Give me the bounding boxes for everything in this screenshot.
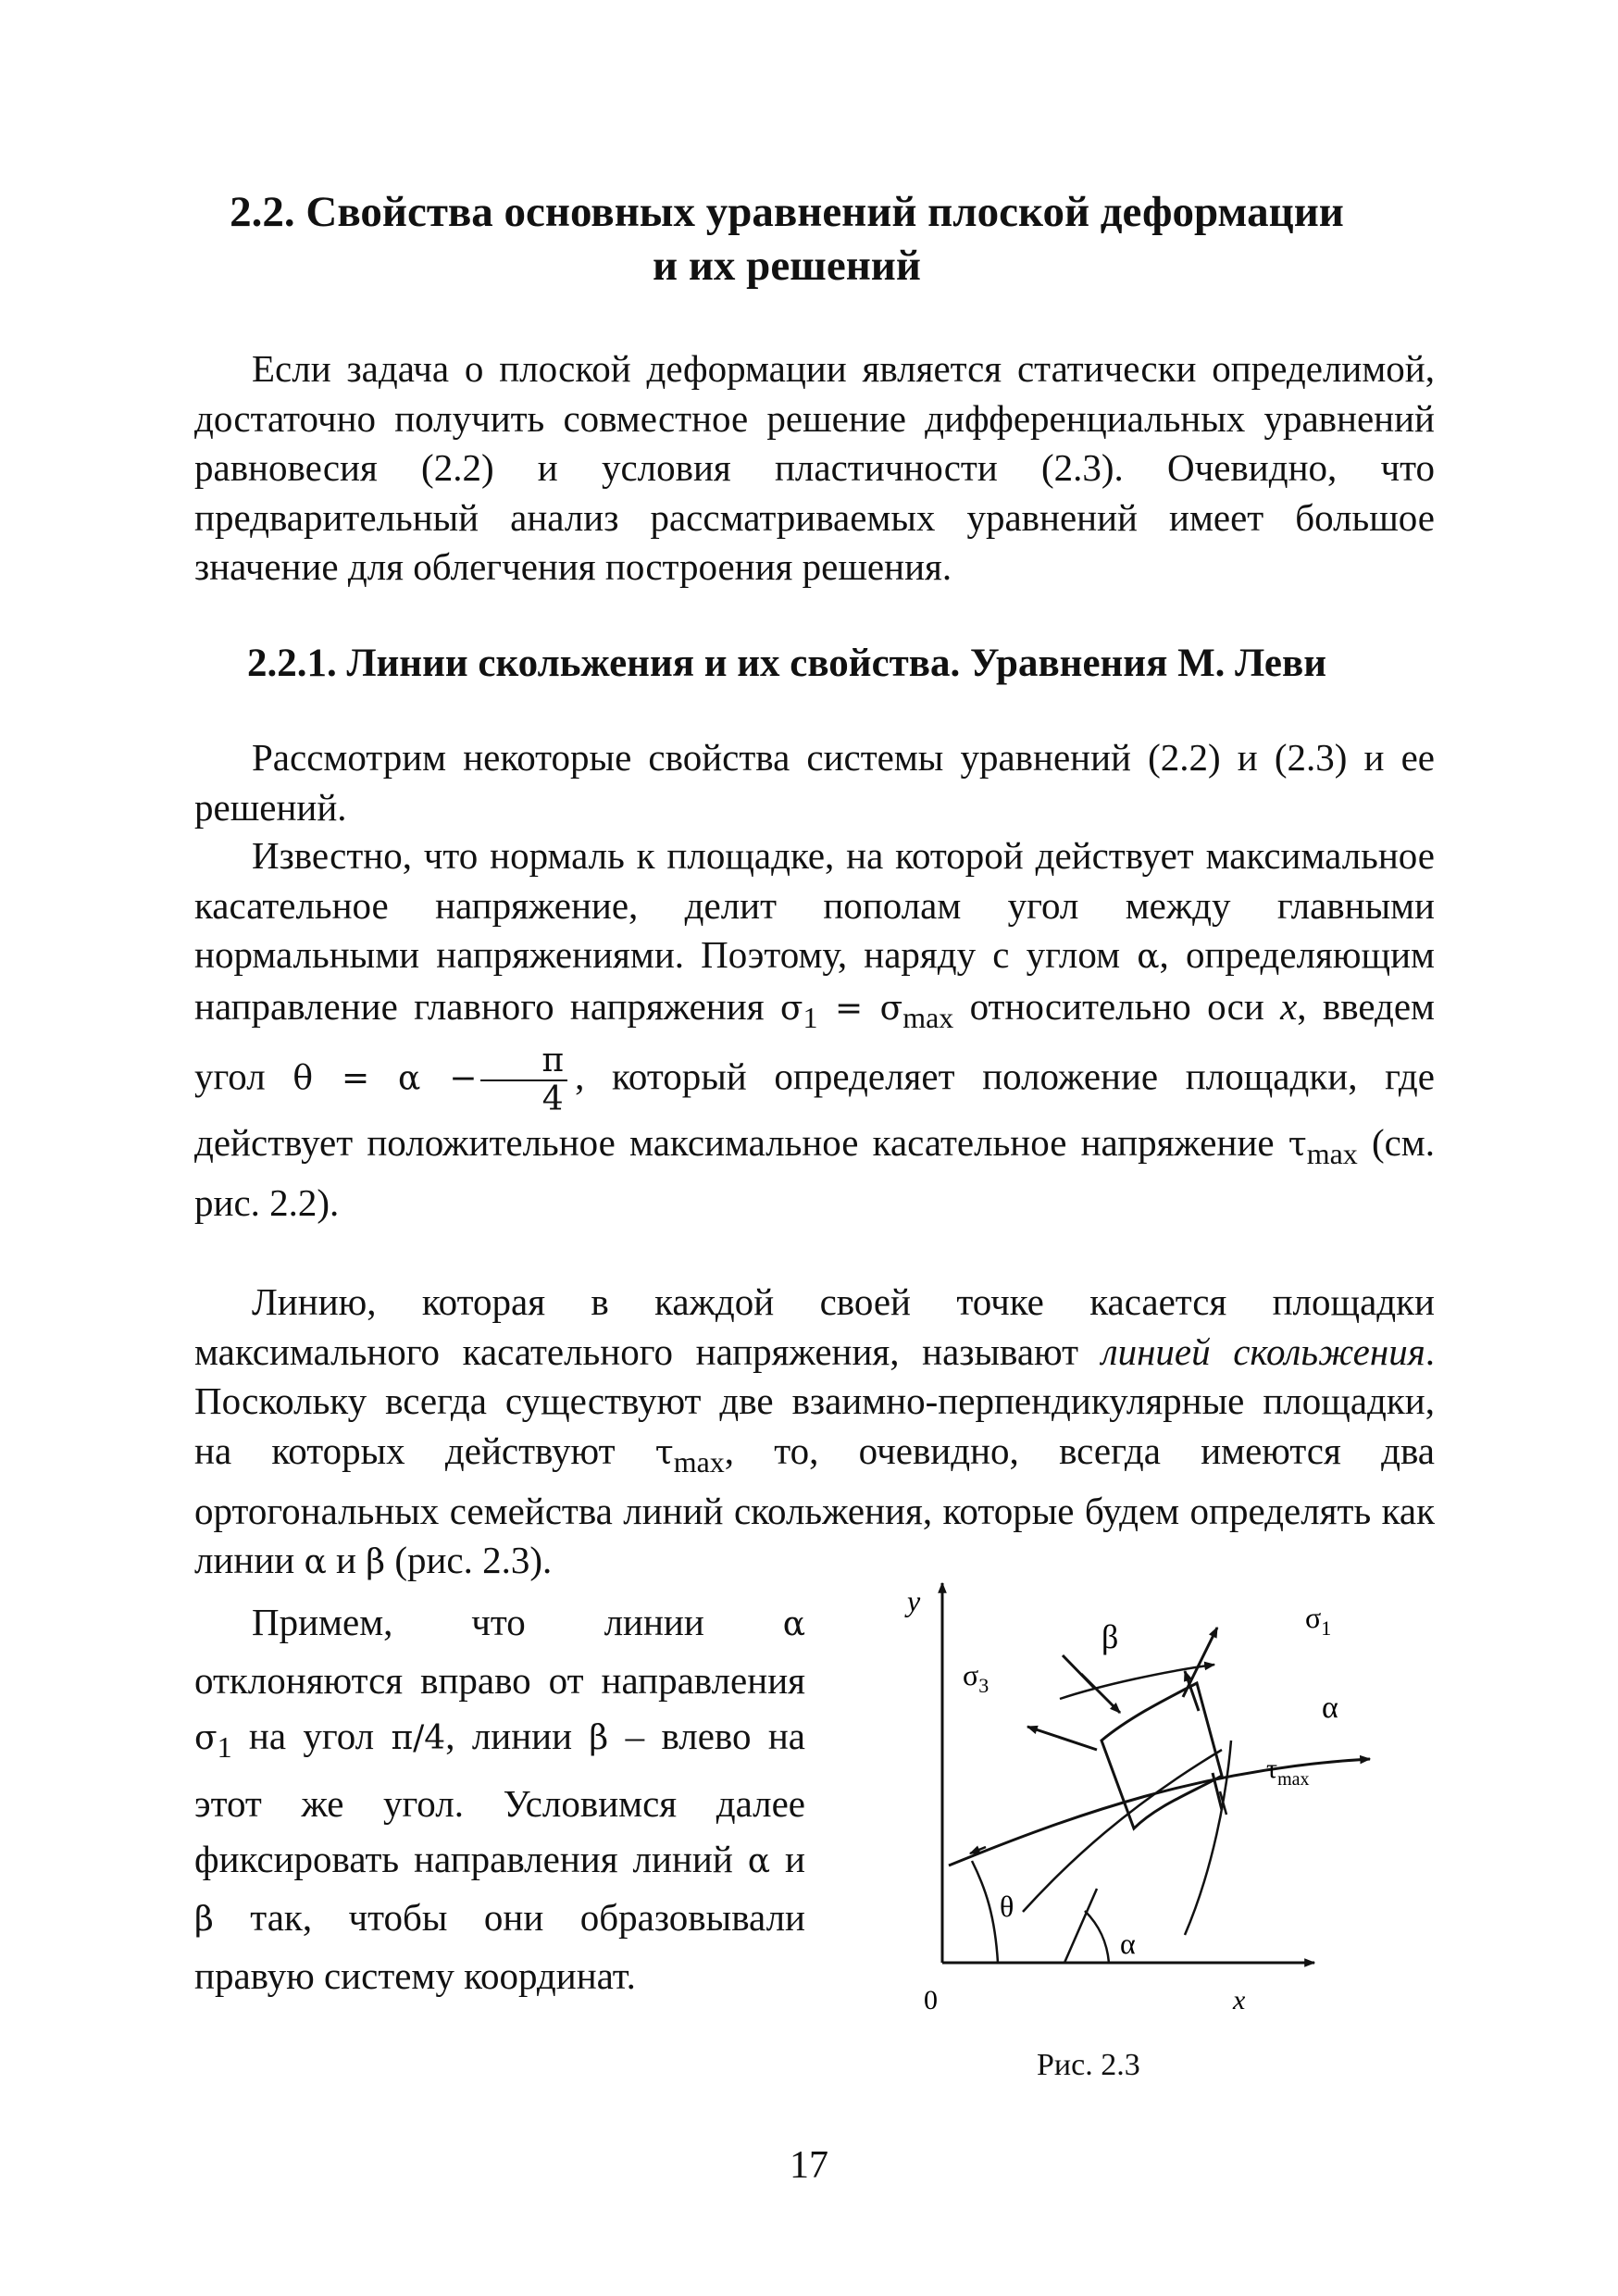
paragraph-2: Известно, что нормаль к площадке, на которой действует максимальное касательное напряжение, делит пополам угол между главными нормальными напряжениями. Поэтому, наряду с углом α, определяющим направление главного напряжения $\sigma_1 = \sigma_{max}$ относительно оси x, введем угол θ = α − $\frac{\pi}{4}$ , который определяет положение площадки, где действует положительное максимальное касательное напряжение $\tau_{max}$ (см. рис. 2.2). [194,834,1436,1225]
paragraph-3: Линию, которая в каждой своей точке касается площадки максимального касательного напряжения, называют линией скольжения. Поскольку всегда существуют две взаимно-перпендикулярные площадки, на которых действуют $\tau_{max}$, то, очевидно, всегда имеются два ортогональных семейства линий скольжения, которые будем определять как линии α и β (рис. 2.3). [194,1280,1436,1582]
tau-symbol: τ [1288,1125,1307,1164]
sigma1-arrow [1183,1628,1217,1697]
pi-over-four-fraction: $\frac{\pi}{4}$ [480,1042,567,1118]
paragraph-4: Примем, что линии α отклоняются вправо от направления $\sigma_1$ на угол π/4, линии β – влево на этот же угол. Условимся далее фиксировать направления линий α и β так, чтобы они образовывали правую систему координат. [194,1601,805,1997]
sigma3-label: $\sigma_3$ [963,1658,989,1697]
beta-slip-line [1023,1750,1222,1912]
theta-equation: θ = α − [292,1059,478,1098]
x-axis-symbol: x [1280,984,1298,1028]
alpha-symbol: α [1137,938,1160,976]
slip-lines-figure [870,1565,1388,2065]
tau-max-label: $\tau_{max}$ [1266,1753,1310,1790]
section-title [139,185,1435,293]
sigma-symbol: σ [779,989,803,1028]
sigma3-arrow [1027,1727,1097,1750]
element-box [1101,1683,1222,1828]
section-title-line1: 2.2. Свойства основных уравнений плоской деформации [230,188,1344,236]
page-number: 17 [790,2144,828,2187]
section-title-line2: и их решений [653,242,921,290]
origin-label: 0 [924,1985,938,2015]
slip-line-term: линией скольжения [1101,1329,1425,1373]
figure-caption: Рис. 2.3 [1037,2048,1140,2082]
alpha-line-label: α [1322,1691,1338,1725]
subsection-title: 2.2.1. Линии скольжения и их свойства. Уравнения М. Леви [246,642,1327,685]
x-axis-label: x [1233,1985,1246,2015]
theta-label: θ [1000,1890,1014,1923]
paragraph-1: Рассмотрим некоторые свойства системы уравнений (2.2) и (2.3) и ее решений. [194,736,1435,829]
beta-label: β [1101,1618,1119,1655]
intro-paragraph: Если задача о плоской деформации является статически определимой, достаточно получить совместное решение дифференциальных уравнений равновесия (2.2) и условия пластичности (2.3). Очевидно, что предварительный анализ рассматриваемых уравнений имеет большое значение для облегчения построения решения. [194,347,1435,588]
y-axis-label: y [907,1584,921,1617]
theta-arc [972,1861,998,1963]
sigma1-label: $\sigma_1$ [1305,1601,1332,1640]
alpha-angle-arc [1085,1911,1109,1963]
alpha-angle-label: α [1120,1927,1136,1960]
